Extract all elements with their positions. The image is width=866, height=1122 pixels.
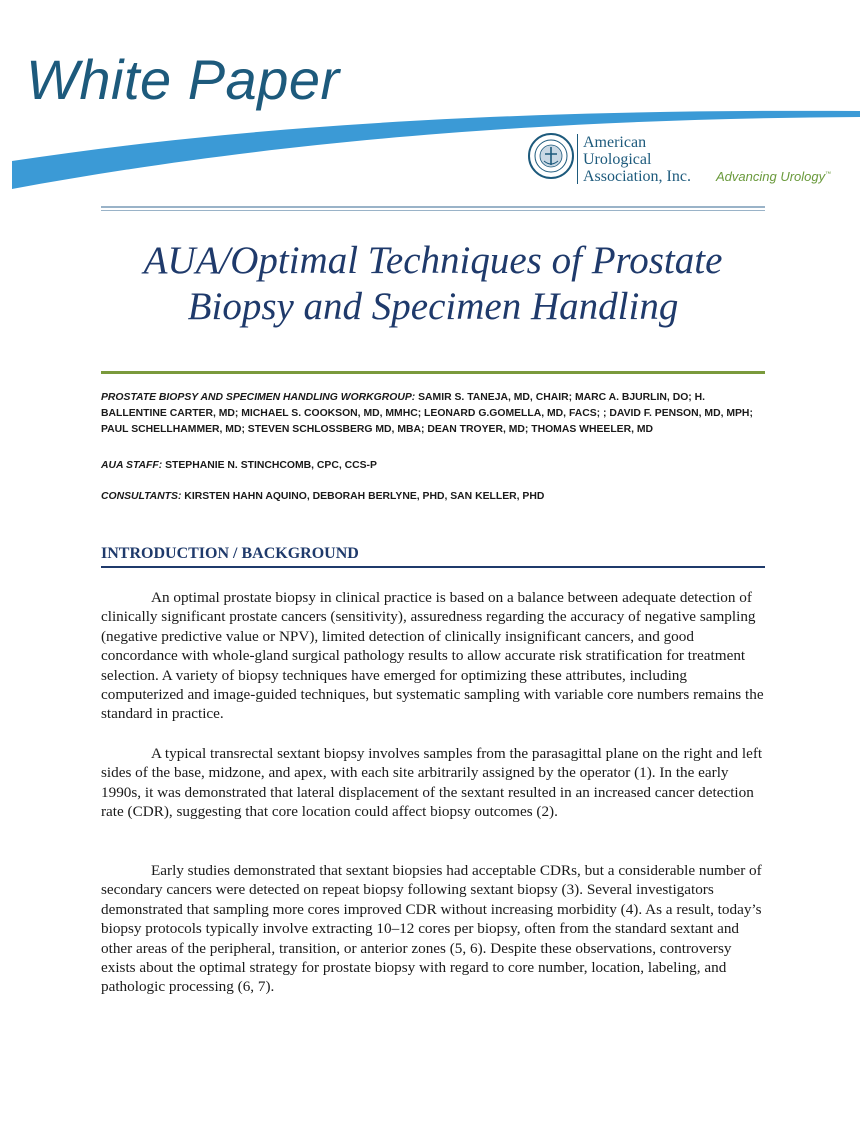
trademark-mark: ™ xyxy=(825,171,832,178)
tagline-text: Advancing Urology xyxy=(716,169,826,184)
document-title xyxy=(101,238,765,330)
document-title-line: Biopsy and Specimen Handling xyxy=(187,285,679,328)
org-name-line: American xyxy=(583,134,647,151)
document-title-line: AUA/Optimal Techniques of Prostate xyxy=(143,239,723,282)
workgroup-members: SAMIR S. TANEJA, MD, CHAIR; MARC A. BJURLIN, DO; H. BALLENTINE CARTER, MD; MICHAEL S. COOKSON, MD, MMHC; LEONARD G.GOMELLA, MD, FACS; ; DAVID F. PENSON, MD, MPH; PAUL SCHELLHAMMER, MD; STEVEN SCHLOSSBERG MD, MBA; DEAN TROYER, MD; THOMAS WHEELER, MD xyxy=(101,392,753,435)
consultant-credits xyxy=(101,489,765,505)
aua-seal-logo xyxy=(527,132,575,180)
org-name-line: Urological xyxy=(583,151,652,168)
body-paragraph: An optimal prostate biopsy in clinical practice is based on a balance between adequate detection of clinically significant prostate cancers (sensitivity), assuredness regarding the accuracy of negative sampling (negative predictive value or NPV), limited detection of clinically insignificant cancers, and good concordance with whole-gland surgical pathology results to allow accurate risk stratification for treatment selection. A variety of biopsy techniques have emerged for optimizing these attributes, including computerized and image-guided techniques, but systematic sampling with variable core numbers remains the standard in practice. xyxy=(101,589,764,723)
org-name-line: Association, Inc. xyxy=(583,168,691,185)
divider-rule xyxy=(101,206,765,208)
workgroup-credits xyxy=(101,390,765,438)
staff-members: STEPHANIE N. STINCHCOMB, CPC, CCS-P xyxy=(162,460,377,471)
body-paragraph: Early studies demonstrated that sextant biopsies had acceptable CDRs, but a considerable number of secondary cancers were detected on repeat biopsy following sextant biopsy (3). Several investigators demonstrated that sampling more cores improved CDR without increasing morbidity (4). As a result, today’s biopsy protocols typically involve extracting 10–12 cores per biopsy, often from the standard sextant and other areas of the peripheral, transition, or anterior zones (5, 6). Despite these observations, controversy exists about the optimal strategy for prostate biopsy with regard to core number, location, labeling, and pathologic processing (6, 7). xyxy=(101,862,762,996)
workgroup-label: PROSTATE BIOPSY AND SPECIMEN HANDLING WORKGROUP: xyxy=(101,392,416,403)
consultants-label: CONSULTANTS: xyxy=(101,491,182,502)
section-heading: INTRODUCTION / BACKGROUND xyxy=(101,545,359,562)
consultant-members: KIRSTEN HAHN AQUINO, DEBORAH BERLYNE, PHD, SAN KELLER, PHD xyxy=(181,491,545,502)
green-divider-rule xyxy=(101,371,765,374)
white-paper-title: White Paper xyxy=(26,48,340,111)
staff-credits xyxy=(101,458,765,474)
logo-divider xyxy=(577,134,578,184)
body-paragraph: A typical transrectal sextant biopsy involves samples from the parasagittal plane on the right and left sides of the base, midzone, and apex, with each site arbitrarily assigned by the operator (1). In the early 1990s, it was demonstrated that lateral displacement of the sextant resulted in an increased cancer detection rate (CDR), suggesting that core location could affect biopsy outcomes (2). xyxy=(101,745,763,821)
section-rule xyxy=(101,566,765,568)
divider-rule xyxy=(101,210,765,211)
aua-tagline xyxy=(716,169,831,184)
staff-label: AUA STAFF: xyxy=(101,460,163,471)
aua-organization-name xyxy=(583,134,691,185)
